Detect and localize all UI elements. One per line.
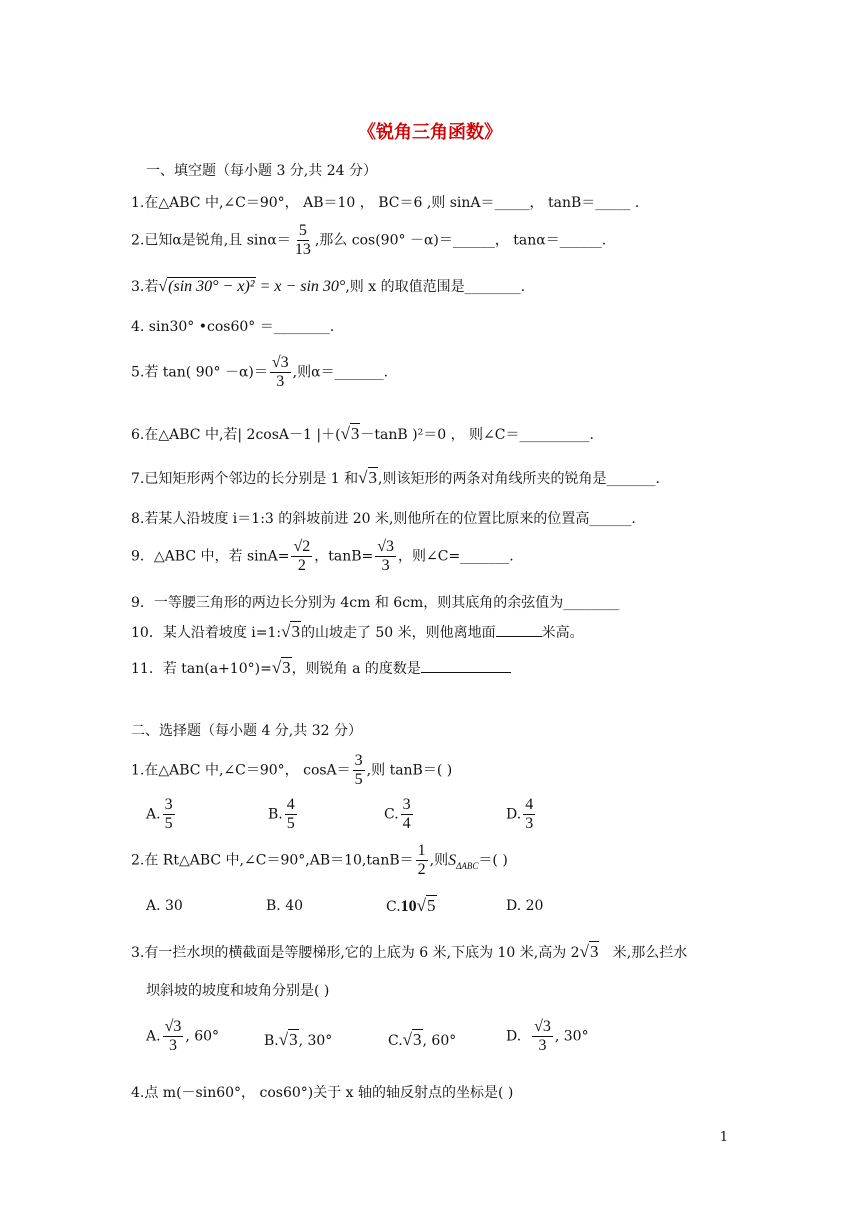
c2-option-a[interactable]: A. 30 <box>146 898 183 914</box>
c1-numerator: 3 <box>354 752 363 769</box>
c3-text-b: 米,那么拦水 <box>612 945 688 961</box>
c2-numerator: 1 <box>417 842 426 859</box>
c3-option-a-fraction <box>163 1018 184 1055</box>
c3-text-a: 3.有一拦水坝的横截面是等腰梯形,它的上底为 6 米,下底为 10 米,高为 2 <box>131 945 580 961</box>
q11-sqrt: √3 <box>271 658 291 677</box>
q11-text-a: 11．若 tan(a+10°)= <box>131 661 272 677</box>
question-7 <box>131 468 660 488</box>
c2-option-c-label: C. <box>386 899 401 915</box>
c3-option-a-angle: , 60° <box>185 1028 220 1045</box>
q9a-fraction-1 <box>291 538 312 575</box>
question-2 <box>131 222 606 259</box>
c1-option-c-num: 3 <box>402 796 411 813</box>
c1-option-c-label: C. <box>384 806 399 823</box>
question-11 <box>131 658 511 678</box>
q5-fraction <box>270 354 291 391</box>
c3-option-c-sqrt: √3 <box>402 1030 422 1049</box>
q10-text-c: 米高。 <box>541 625 584 641</box>
c1-text-b: ,则 tanB＝( ) <box>366 762 453 779</box>
c2-fraction <box>416 842 428 879</box>
c3-option-c-angle: , 60° <box>422 1033 457 1049</box>
choice-question-3 <box>131 942 687 962</box>
q9a-denominator-1: 2 <box>297 557 306 574</box>
c3-option-d[interactable] <box>506 1018 589 1055</box>
q10-text-a: 10．某人沿着坡度 i=1: <box>131 625 282 641</box>
c2-option-d[interactable]: D. 20 <box>506 898 544 914</box>
q5-text-a: 5.若 tan( 90° －α)＝ <box>131 364 268 381</box>
c2-area-symbol <box>448 852 478 869</box>
q11-answer-blank[interactable] <box>421 672 511 673</box>
c1-option-b-fraction <box>285 796 297 833</box>
c3-option-d-fraction <box>532 1018 553 1055</box>
q3-text-a: 3.若 <box>131 279 159 295</box>
section-fill-blank-heading: 一、填空题（每小题 3 分,共 24 分） <box>146 163 377 179</box>
q3-radical: √(sin 30° − x)² <box>158 278 255 295</box>
question-6 <box>131 424 594 444</box>
c1-option-d-num: 4 <box>525 796 534 813</box>
q6-text-a: 6.在△ABC 中,若| 2cosA－1 |＋( <box>131 427 341 443</box>
q11-radicand: 3 <box>282 658 291 677</box>
c3-option-c-radicand: 3 <box>413 1030 422 1049</box>
c1-option-d-label: D. <box>506 806 522 823</box>
question-5 <box>131 354 388 391</box>
c1-text-a: 1.在△ABC 中,∠C＝90°， cosA＝ <box>131 762 351 779</box>
q9a-text-c: ，则∠C=_______. <box>398 548 514 565</box>
c1-fraction <box>353 752 365 789</box>
q6-text-b: －tanB )²＝0 ， 则∠C＝__________. <box>360 427 594 443</box>
q5-numerator: √3 <box>271 354 289 371</box>
q2-denominator: 13 <box>294 241 311 258</box>
c3-option-a-num: √3 <box>164 1018 182 1035</box>
q10-answer-blank[interactable] <box>496 636 542 637</box>
q10-radicand: 3 <box>291 622 300 641</box>
c2-text-c: ＝( ) <box>478 852 508 869</box>
q9a-fraction-2 <box>375 538 396 575</box>
c3-option-d-num: √3 <box>534 1018 551 1035</box>
c3-option-b-sqrt: √3 <box>278 1030 298 1049</box>
c1-option-c-fraction <box>401 796 413 833</box>
c1-option-b[interactable] <box>268 796 299 833</box>
choice-question-2 <box>131 842 508 879</box>
q7-text-b: ,则该矩形的两条对角线所夹的锐角是_______. <box>378 471 660 487</box>
c2-option-b[interactable]: B. 40 <box>266 898 304 914</box>
q10-sqrt: √3 <box>281 622 300 641</box>
c2-text-a: 2.在 Rt△ABC 中,∠C＝90°,AB＝10,tanB＝ <box>131 852 414 869</box>
c1-option-b-label: B. <box>268 806 283 823</box>
q3-rhs: = x − sin 30° <box>255 278 346 295</box>
c3-option-d-angle: , 30° <box>554 1028 589 1045</box>
c3-option-a-label: A. <box>146 1028 161 1045</box>
c1-option-a-num: 3 <box>164 796 173 813</box>
c3-option-d-label: D. <box>506 1028 522 1045</box>
c1-option-a-label: A. <box>146 806 161 823</box>
c3-radicand: 3 <box>589 942 599 961</box>
c3-option-b-radicand: 3 <box>289 1030 298 1049</box>
q2-text-b: ,那么 cos(90° －α)＝______， tanα＝______. <box>314 232 607 249</box>
section-choice-heading: 二、选择题（每小题 4 分,共 32 分） <box>131 723 362 739</box>
q7-sqrt: √3 <box>358 468 378 487</box>
q9a-numerator-1: √2 <box>293 538 311 555</box>
c2-text-b: ,则 <box>429 852 449 869</box>
c3-option-a-den: 3 <box>168 1037 177 1054</box>
c3-option-b-angle: , 30° <box>298 1033 333 1049</box>
q3-radicand: (sin 30° − x)² <box>168 278 255 295</box>
c3-option-c-label: C. <box>388 1033 403 1049</box>
choice-question-3-line2: 坝斜坡的坡度和坡角分别是( ) <box>146 983 330 999</box>
question-9b: 9．一等腰三角形的两边长分别为 4cm 和 6cm，则其底角的余弦值为________ <box>131 595 620 611</box>
c2-denominator: 2 <box>417 861 426 878</box>
c1-option-c-den: 4 <box>402 815 411 832</box>
question-3 <box>131 276 525 296</box>
c1-denominator: 5 <box>354 771 363 788</box>
c1-option-a[interactable] <box>146 796 177 833</box>
q2-fraction <box>293 222 313 259</box>
c2-option-c-radicand: 5 <box>427 896 436 915</box>
c2-area-s: S <box>448 851 457 869</box>
c1-option-d[interactable] <box>506 796 537 833</box>
c1-option-c[interactable] <box>384 796 415 833</box>
q6-sqrt: √3 <box>340 424 360 443</box>
q11-text-b: ，则锐角 a 的度数是 <box>291 661 421 677</box>
question-10 <box>131 622 584 642</box>
c3-sqrt: √3 <box>579 942 599 961</box>
q9a-text-b: ，tanB= <box>314 548 374 565</box>
q10-text-b: 的山坡走了 50 米，则他离地面 <box>300 625 496 641</box>
c3-option-b-label: B. <box>264 1033 279 1049</box>
q9a-denominator-2: 3 <box>381 557 390 574</box>
q9a-text-a: 9．△ABC 中，若 sinA= <box>131 548 290 565</box>
q3-text-c: ,则 x 的取值范围是________. <box>345 279 526 295</box>
q6-radicand: 3 <box>350 424 360 443</box>
q9a-numerator-2: √3 <box>377 538 395 555</box>
q2-numerator: 5 <box>298 222 307 239</box>
c1-option-b-den: 5 <box>286 815 295 832</box>
c1-option-a-fraction <box>163 796 175 833</box>
question-1: 1.在△ABC 中,∠C＝90°， AB＝10 ， BC＝6 ,则 sinA＝_____， tanB＝_____ . <box>131 195 640 211</box>
c2-area-subscript: ΔABC <box>456 860 479 871</box>
q5-text-b: ,则α＝_______. <box>292 364 389 381</box>
c2-option-c[interactable] <box>386 896 437 916</box>
question-9a <box>131 538 514 575</box>
c2-option-c-sqrt: √5 <box>416 896 436 915</box>
c1-option-a-den: 5 <box>164 815 173 832</box>
question-8: 8.若某人沿坡度 i＝1:3 的斜坡前进 20 米,则他所在的位置比原来的位置高______. <box>131 511 636 527</box>
q7-radicand: 3 <box>368 468 378 487</box>
q5-denominator: 3 <box>276 373 285 390</box>
q2-text-a: 2.已知α是锐角,且 sinα＝ <box>131 232 291 249</box>
page-number: 1 <box>719 1130 728 1145</box>
choice-question-4: 4.点 m(－sin60°， cos60°)关于 x 轴的轴反射点的坐标是( ) <box>131 1085 514 1101</box>
c1-option-d-fraction <box>523 796 535 833</box>
c3-option-c[interactable] <box>388 1030 456 1050</box>
c1-option-b-num: 4 <box>286 796 295 813</box>
question-4: 4. sin30° •cos60° ＝________. <box>131 319 335 335</box>
choice-question-1 <box>131 752 452 789</box>
c2-option-c-coefficient: 10 <box>400 898 417 915</box>
page-title: 《锐角三角函数》 <box>358 122 502 143</box>
c3-option-b[interactable] <box>264 1030 332 1050</box>
c1-option-d-den: 3 <box>525 815 534 832</box>
q7-text-a: 7.已知矩形两个邻边的长分别是 1 和 <box>131 471 359 487</box>
c3-option-d-den: 3 <box>538 1037 547 1054</box>
c3-option-a[interactable] <box>146 1018 219 1055</box>
